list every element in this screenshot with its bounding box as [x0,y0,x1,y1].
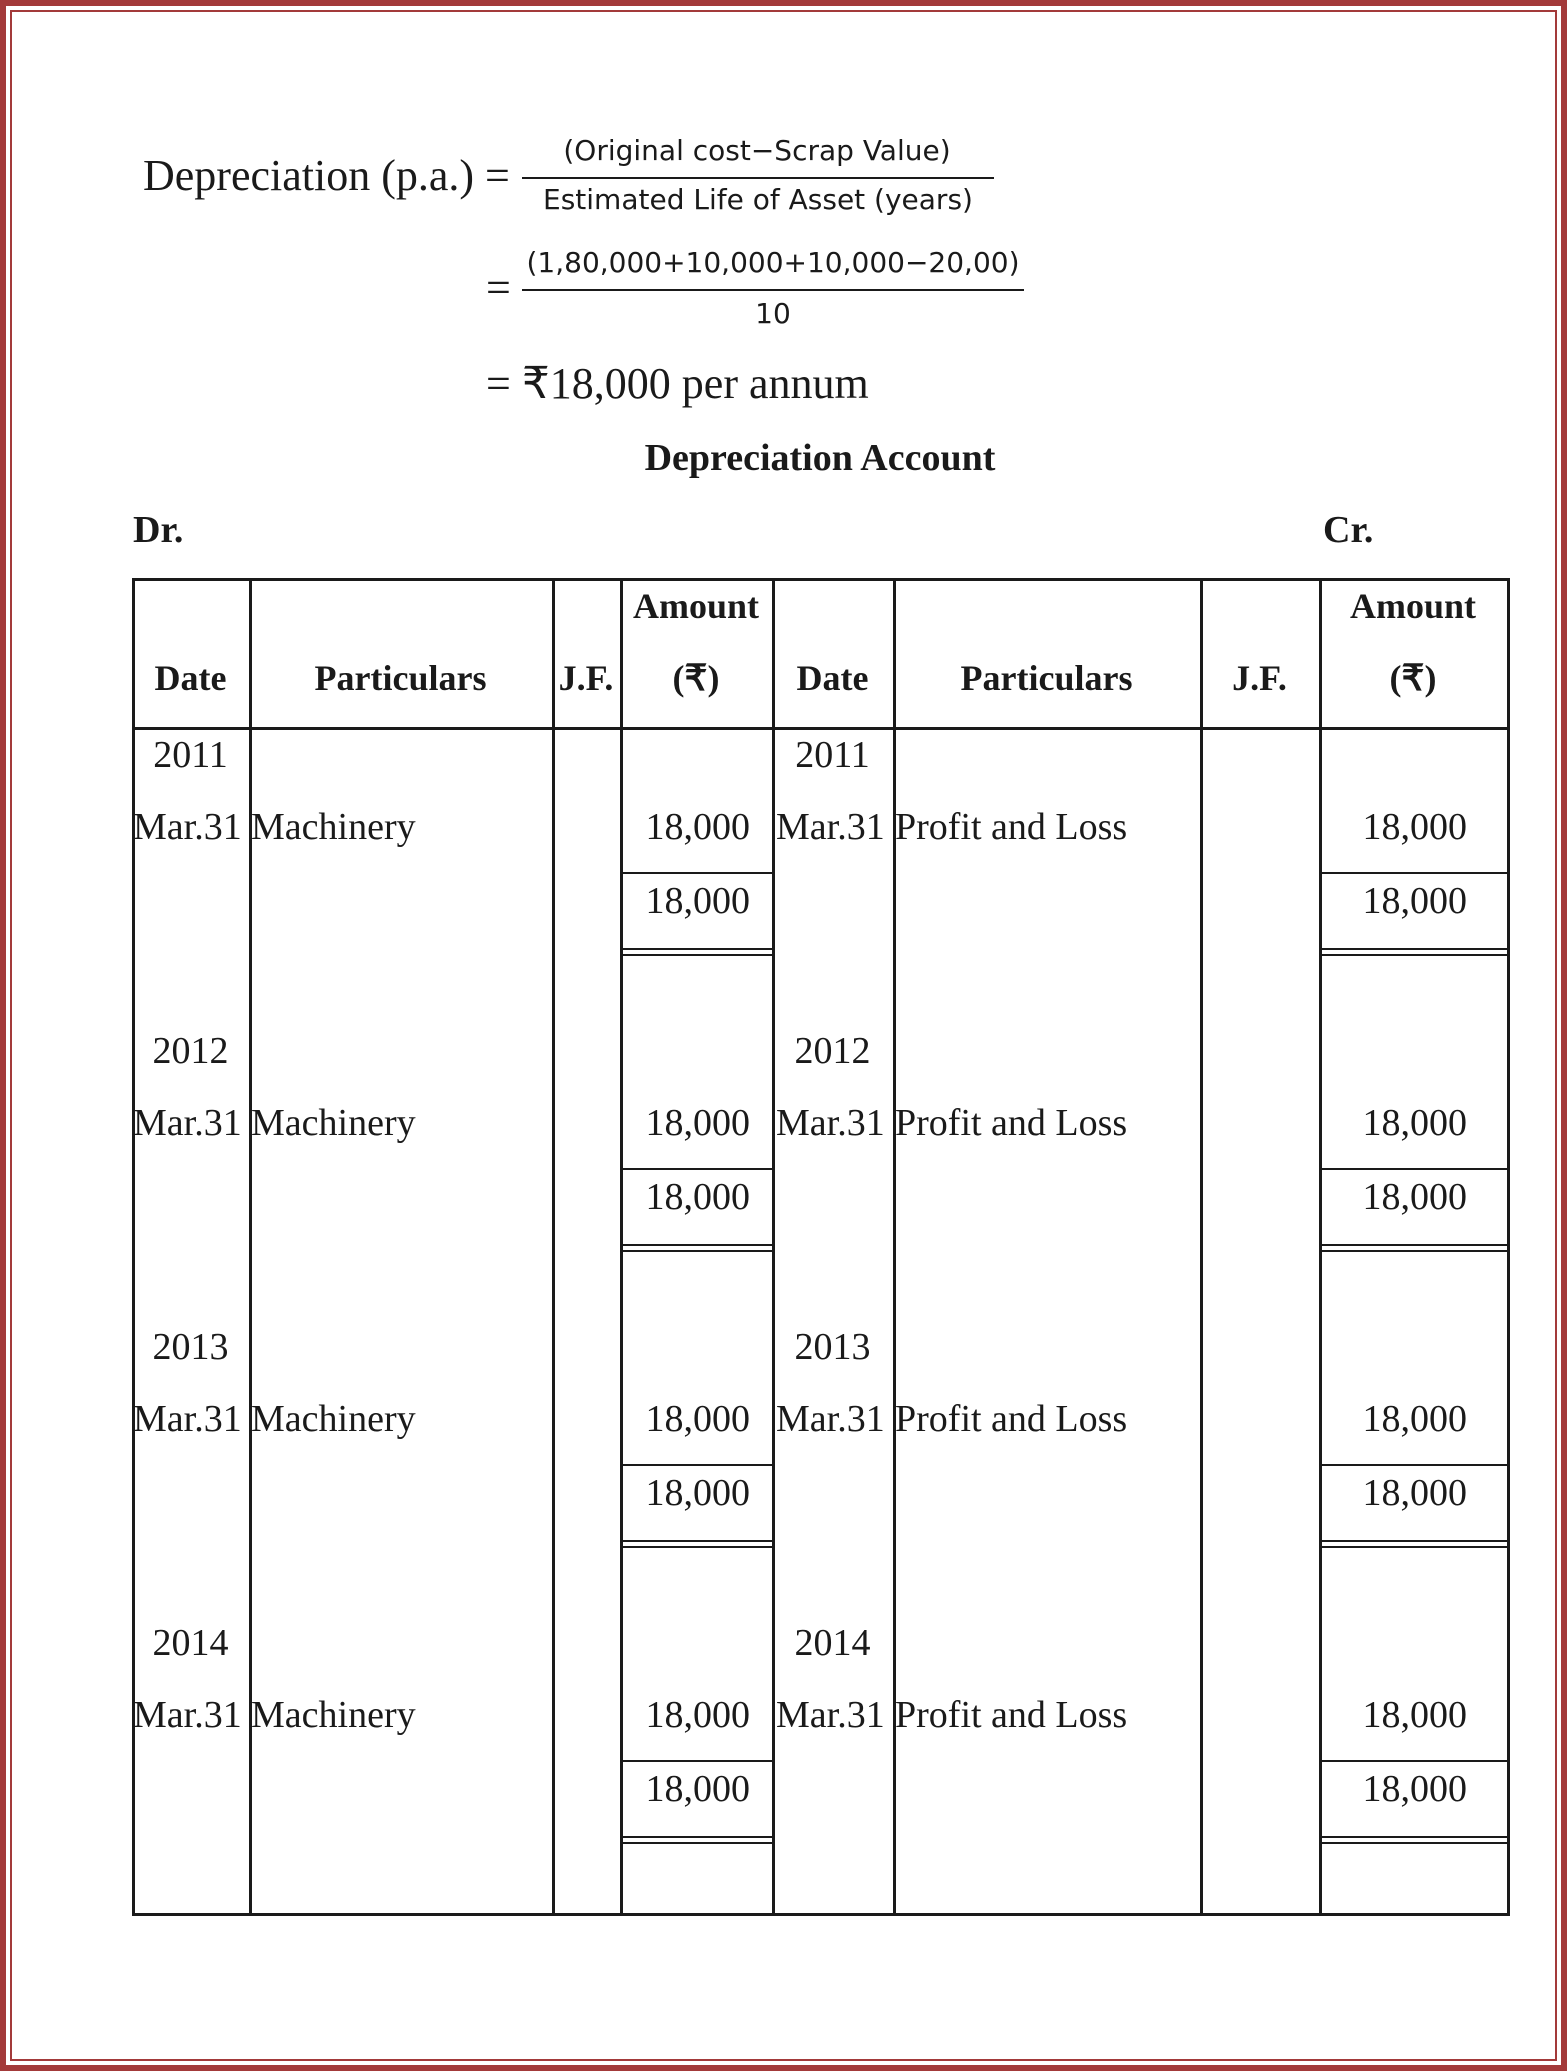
total-rule-credit [1319,1464,1509,1466]
credit-total: 18,000 [1362,1176,1467,1218]
credit-year: 2013 [794,1326,871,1368]
column-divider [1507,578,1510,1916]
double-rule-credit [1319,1836,1509,1838]
header-amount-credit: Amount [1349,586,1477,626]
credit-total: 18,000 [1362,1472,1467,1514]
column-divider [552,578,555,1916]
double-rule-credit [1319,1546,1509,1548]
double-rule-credit [1319,954,1509,956]
credit-date: Mar.31 [776,806,885,848]
credit-year: 2012 [794,1030,871,1072]
header-jf-debit: J.F. [558,658,614,698]
header-rupee-debit: (₹) [672,658,720,698]
double-rule-debit [620,948,774,950]
formula-numerator-values: (1,80,000+10,000+10,000−20,00) [526,246,1020,279]
header-rupee-credit: (₹) [1389,658,1437,698]
debit-total: 18,000 [645,1472,750,1514]
debit-particulars: Machinery [251,806,416,848]
double-rule-credit [1319,1250,1509,1252]
header-date-credit: Date [796,658,869,698]
column-divider [772,578,775,1916]
debit-date: Mar.31 [133,1398,242,1440]
double-rule-debit [620,1546,774,1548]
debit-date: Mar.31 [133,1102,242,1144]
credit-amount: 18,000 [1362,1398,1467,1440]
debit-total: 18,000 [645,880,750,922]
double-rule-credit [1319,1540,1509,1542]
credit-amount: 18,000 [1362,1102,1467,1144]
formula-equals: = [486,263,511,312]
debit-amount: 18,000 [645,806,750,848]
column-divider [1200,578,1203,1916]
total-rule-debit [620,1168,774,1170]
formula-denominator: Estimated Life of Asset (years) [543,183,973,216]
header-date-debit: Date [154,658,227,698]
double-rule-credit [1319,948,1509,950]
debit-date: Mar.31 [133,806,242,848]
total-rule-debit [620,872,774,874]
debit-date: Mar.31 [133,1694,242,1736]
credit-total: 18,000 [1362,880,1467,922]
credit-date: Mar.31 [776,1398,885,1440]
total-rule-credit [1319,1760,1509,1762]
credit-amount: 18,000 [1362,806,1467,848]
header-bottom-border [132,727,1509,730]
debit-total: 18,000 [645,1176,750,1218]
formula-lhs: Depreciation (p.a.) = [143,151,510,200]
double-rule-credit [1319,1244,1509,1246]
total-rule-credit [1319,1168,1509,1170]
formula-result: = ₹18,000 per annum [486,359,869,408]
double-rule-debit [620,1836,774,1838]
credit-particulars: Profit and Loss [895,1102,1128,1144]
credit-particulars: Profit and Loss [895,1694,1128,1736]
debit-total: 18,000 [645,1768,750,1810]
debit-amount: 18,000 [645,1398,750,1440]
credit-label: Cr. [1323,509,1374,551]
debit-particulars: Machinery [251,1694,416,1736]
credit-amount: 18,000 [1362,1694,1467,1736]
credit-date: Mar.31 [776,1102,885,1144]
account-title: Depreciation Account [644,437,996,479]
double-rule-debit [620,1842,774,1844]
debit-amount: 18,000 [645,1102,750,1144]
debit-year: 2012 [152,1030,229,1072]
header-particulars-credit: Particulars [960,658,1133,698]
debit-amount: 18,000 [645,1694,750,1736]
formula-numerator: (Original cost−Scrap Value) [563,134,951,167]
double-rule-debit [620,1250,774,1252]
header-amount-debit: Amount [632,586,760,626]
credit-particulars: Profit and Loss [895,806,1128,848]
header-jf-credit: J.F. [1232,658,1287,698]
credit-total: 18,000 [1362,1768,1467,1810]
debit-year: 2014 [152,1622,229,1664]
double-rule-credit [1319,1842,1509,1844]
table-bottom-border [132,1913,1509,1916]
total-rule-debit [620,1464,774,1466]
debit-year: 2013 [152,1326,229,1368]
credit-year: 2014 [794,1622,871,1664]
debit-particulars: Machinery [251,1398,416,1440]
debit-label: Dr. [133,509,184,551]
fraction-bar-values [522,289,1024,291]
credit-year: 2011 [795,734,870,776]
total-rule-debit [620,1760,774,1762]
header-particulars-debit: Particulars [314,658,487,698]
double-rule-debit [620,954,774,956]
table-top-border [132,578,1509,581]
total-rule-credit [1319,872,1509,874]
formula-denominator-value: 10 [755,297,791,330]
double-rule-debit [620,1244,774,1246]
debit-year: 2011 [153,734,228,776]
debit-particulars: Machinery [251,1102,416,1144]
credit-particulars: Profit and Loss [895,1398,1128,1440]
credit-date: Mar.31 [776,1694,885,1736]
fraction-bar [522,177,994,179]
double-rule-debit [620,1540,774,1542]
